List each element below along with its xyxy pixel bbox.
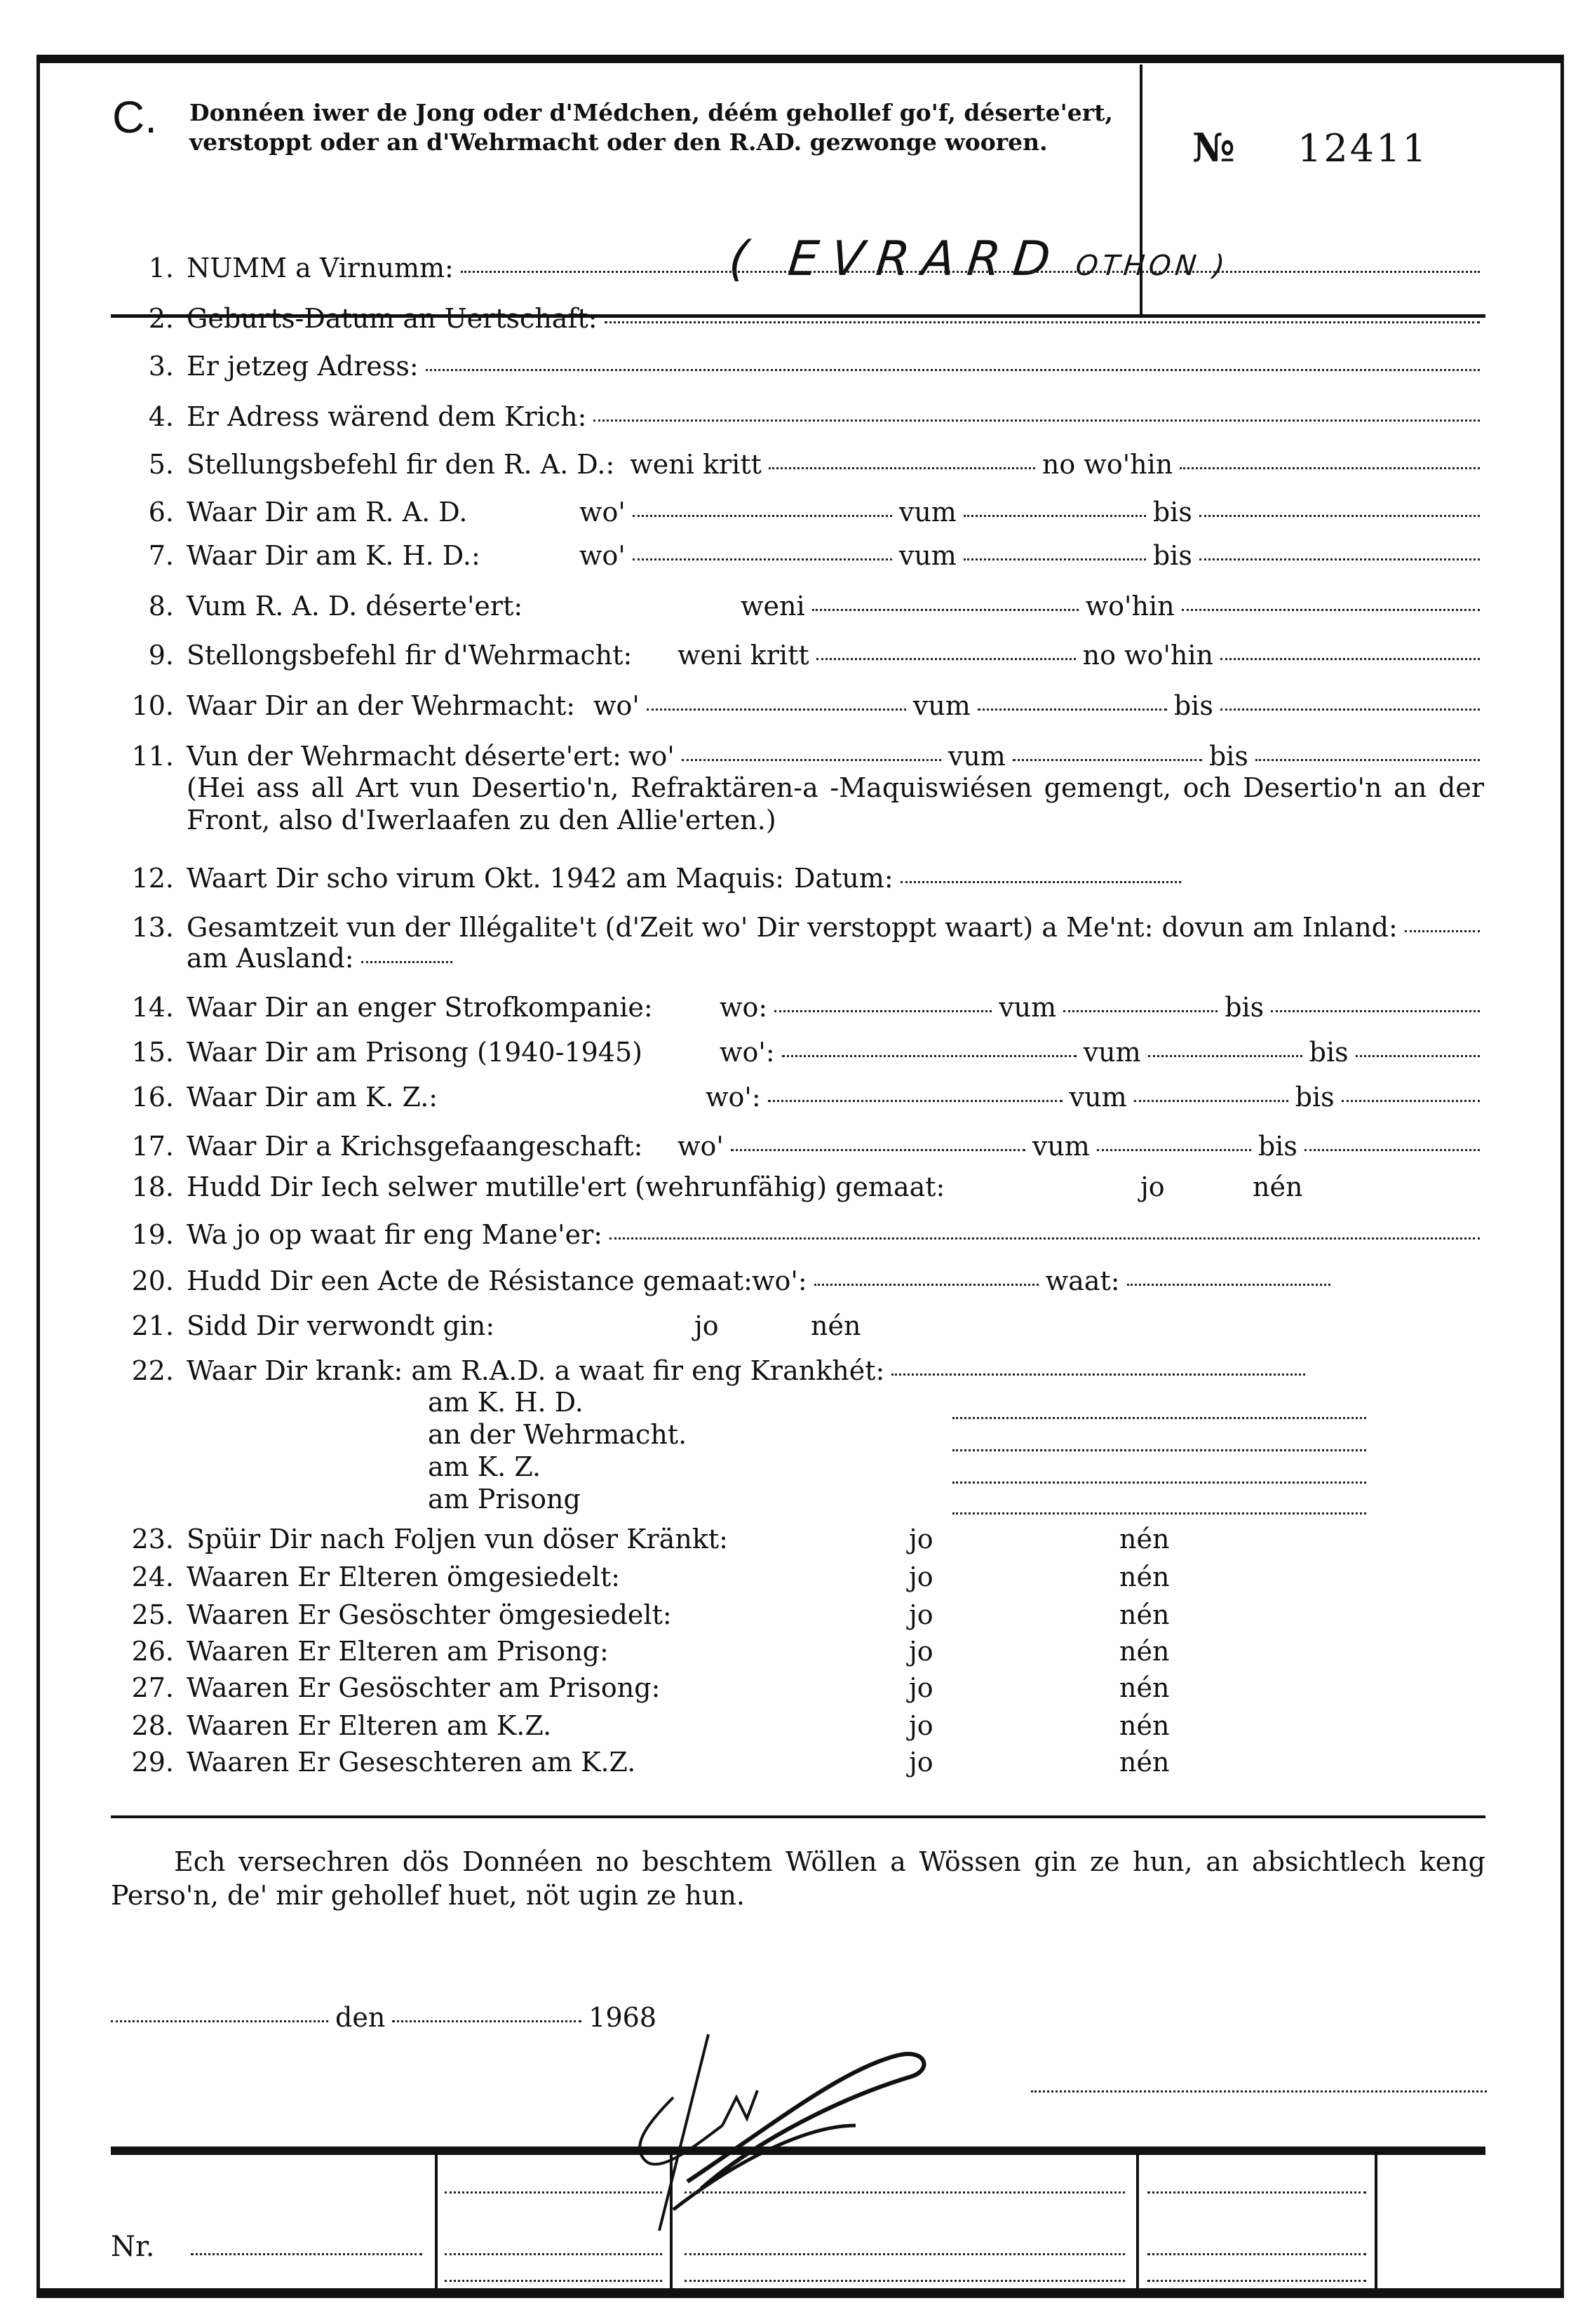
- place-field[interactable]: [782, 1055, 1077, 1057]
- no-option[interactable]: nén: [1119, 1599, 1170, 1630]
- day-field[interactable]: [392, 2020, 581, 2022]
- form-title: Donnéen iwer de Jong oder d'Médchen, déém gehollef go'f, déserte'ert, verstoppt oder an d'Wehrmacht oder den R.AD. gezwonge wooren.: [189, 99, 1113, 156]
- field-label: waat:: [1045, 1265, 1120, 1296]
- section-letter: C.: [112, 92, 157, 142]
- from-field[interactable]: [978, 708, 1167, 711]
- field-label: wo': [579, 497, 626, 528]
- desertion-note: (Hei ass all Art vun Desertio'n, Refraktären-a -Maquiswiésen gemengt, och Desertio'n an der Front, also d'Iwerlaafen zu den Allie'erten.): [187, 772, 1484, 835]
- question-label: Waar Dir am K. Z.:: [187, 1082, 438, 1113]
- table-divider: [1375, 2155, 1377, 2290]
- question-number: 19.: [131, 1219, 174, 1250]
- table-divider: [1136, 2155, 1139, 2290]
- question-number: 8.: [148, 591, 174, 622]
- question-number: 25.: [131, 1599, 174, 1630]
- question-label: Stellungsbefehl fir den R. A. D.:: [187, 449, 615, 480]
- date-field[interactable]: [769, 467, 1035, 469]
- question-label: Hudd Dir Iech selwer mutille'ert (wehrunfähig) gemaat:: [187, 1171, 945, 1202]
- name-field[interactable]: [461, 271, 1480, 273]
- table-divider: [435, 2155, 438, 2290]
- from-field[interactable]: [1097, 1149, 1251, 1151]
- question-row: [112, 640, 1487, 671]
- yes-option[interactable]: jo: [909, 1710, 933, 1741]
- table-cell-field[interactable]: [685, 2191, 1125, 2194]
- question-number: 17.: [131, 1131, 174, 1162]
- field-label: wo': [677, 1131, 724, 1162]
- field-label: wo': [628, 741, 675, 772]
- field-label: vum: [912, 690, 971, 721]
- from-field[interactable]: [1134, 1100, 1288, 1102]
- question-row: [112, 912, 1487, 943]
- table-cell-field[interactable]: [445, 2253, 662, 2255]
- question-row: [112, 690, 1487, 721]
- to-field[interactable]: [1199, 515, 1480, 517]
- question-row: [112, 863, 1487, 894]
- question-number: 3.: [148, 351, 174, 382]
- field-label: vum: [898, 540, 957, 571]
- question-label: Waart Dir scho virum Okt. 1942 am Maquis:: [187, 863, 785, 894]
- no-option[interactable]: nén: [811, 1310, 861, 1341]
- question-row: [112, 1037, 1487, 1068]
- no-option[interactable]: nén: [1253, 1171, 1303, 1202]
- question-label: Gesamtzeit vun der Illégalite't (d'Zeit wo' Dir verstoppt waart) a Me'nt: dovun am Inland:: [187, 912, 1398, 943]
- question-label: Vum R. A. D. déserte'ert:: [187, 591, 523, 622]
- illness-khd-field[interactable]: [952, 1417, 1366, 1419]
- table-top-rule: [111, 2147, 1485, 2155]
- nr-field[interactable]: [191, 2253, 422, 2255]
- field-label: no wo'hin: [1041, 449, 1173, 480]
- place-field[interactable]: [633, 558, 892, 560]
- field-label: vum: [948, 741, 1006, 772]
- no-option[interactable]: nén: [1119, 1561, 1170, 1592]
- field-label: wo'hin: [1085, 591, 1175, 622]
- bottom-border: [36, 2288, 1564, 2298]
- table-cell-field[interactable]: [1147, 2253, 1366, 2255]
- yes-option[interactable]: jo: [909, 1561, 933, 1592]
- from-field[interactable]: [1013, 759, 1202, 761]
- question-label: Waar Dir a Krichsgefaangeschaft:: [187, 1131, 643, 1162]
- date-line: [111, 2002, 656, 2033]
- question-row: [112, 253, 1487, 283]
- field-label: wo': [579, 540, 626, 571]
- to-field[interactable]: [1356, 1055, 1480, 1057]
- question-number: 29.: [131, 1747, 174, 1778]
- yes-option[interactable]: jo: [1140, 1171, 1165, 1202]
- question-number: 1.: [148, 253, 174, 283]
- illness-rad-field[interactable]: [891, 1373, 1305, 1376]
- place-field[interactable]: [768, 1100, 1063, 1102]
- illness-sub-list: [428, 1386, 687, 1515]
- no-option[interactable]: nén: [1119, 1710, 1170, 1741]
- question-row: [112, 351, 1487, 382]
- field-label: wo':: [706, 1082, 761, 1113]
- question-label: Waar Dir am R. A. D.: [187, 497, 468, 528]
- question-label: Er jetzeg Adress:: [187, 351, 419, 382]
- question-row: [112, 1131, 1487, 1162]
- field-label: bis: [1173, 690, 1213, 721]
- sub-label: an der Wehrmacht.: [428, 1419, 687, 1450]
- question-number: 12.: [131, 863, 174, 894]
- question-row: [112, 401, 1487, 432]
- from-field[interactable]: [964, 558, 1146, 560]
- field-label: weni kritt: [677, 640, 809, 671]
- field-label: vum: [1069, 1082, 1127, 1113]
- question-row: [112, 1310, 1487, 1341]
- question-row: [112, 1672, 1487, 1703]
- question-number: 7.: [148, 540, 174, 571]
- signature-mark: [631, 2020, 996, 2231]
- to-field[interactable]: [1220, 708, 1480, 711]
- question-row: [112, 591, 1487, 622]
- question-number: 15.: [131, 1037, 174, 1068]
- resistance-place-field[interactable]: [814, 1284, 1039, 1286]
- question-label: Waaren Er Gesöschter ömgesiedelt:: [187, 1599, 672, 1630]
- field-label: vum: [1032, 1131, 1090, 1162]
- destination-field[interactable]: [1180, 467, 1480, 469]
- field-label: Datum:: [794, 863, 894, 894]
- question-label: Waaren Er Geseschteren am K.Z.: [187, 1747, 636, 1778]
- question-label: Waaren Er Elteren am K.Z.: [187, 1710, 552, 1741]
- question-number: 21.: [131, 1310, 174, 1341]
- question-row: [112, 1599, 1487, 1630]
- field-label: bis: [1295, 1082, 1335, 1113]
- field-label: bis: [1152, 540, 1192, 571]
- question-number: 13.: [131, 912, 174, 943]
- yes-option[interactable]: jo: [909, 1672, 933, 1703]
- question-row: [112, 497, 1487, 528]
- table-cell-field[interactable]: [685, 2253, 1125, 2255]
- from-field[interactable]: [964, 515, 1146, 517]
- question-number: 16.: [131, 1082, 174, 1113]
- handwritten-surname: ( EVRARD: [726, 231, 1066, 287]
- question-row: [112, 1219, 1487, 1250]
- yes-option[interactable]: jo: [909, 1524, 933, 1554]
- field-label: bis: [1225, 992, 1265, 1023]
- field-label: wo':: [720, 1037, 775, 1068]
- question-number: 18.: [131, 1171, 174, 1202]
- question-row: [112, 303, 1487, 334]
- question-row: [112, 540, 1487, 571]
- birth-field[interactable]: [605, 321, 1480, 323]
- field-label: wo:: [720, 992, 768, 1023]
- illness-wehrmacht-field[interactable]: [952, 1449, 1366, 1451]
- question-label: Spüir Dir nach Foljen vun döser Kränkt:: [187, 1524, 728, 1554]
- question-number: 6.: [148, 497, 174, 528]
- question-label: NUMM a Virnumm:: [187, 253, 454, 283]
- field-label: wo':: [752, 1265, 807, 1296]
- yes-option[interactable]: jo: [694, 1310, 719, 1341]
- table-cell-field[interactable]: [1147, 2280, 1366, 2282]
- yes-option[interactable]: jo: [909, 1747, 933, 1778]
- place-field[interactable]: [647, 708, 906, 711]
- maquis-date-field[interactable]: [901, 881, 1181, 883]
- question-row: [112, 1171, 1487, 1202]
- question-label: Wa jo op waat fir eng Mane'er:: [187, 1219, 603, 1250]
- no-option[interactable]: nén: [1119, 1672, 1170, 1703]
- manner-field[interactable]: [609, 1237, 1480, 1240]
- no-option[interactable]: nén: [1119, 1524, 1170, 1554]
- abroad-field[interactable]: [361, 961, 452, 963]
- field-label: vum: [1083, 1037, 1141, 1068]
- question-row: [112, 1636, 1487, 1667]
- question-label: Waar Dir am K. H. D.:: [187, 540, 480, 571]
- field-label: no wo'hin: [1082, 640, 1213, 671]
- form-number: 12411: [1297, 126, 1429, 170]
- table-cell-field[interactable]: [1147, 2191, 1366, 2194]
- sub-label: am K. H. D.: [428, 1387, 584, 1418]
- sub-label: am K. Z.: [428, 1451, 541, 1482]
- question-label: Geburts-Datum an Uertschaft:: [187, 303, 598, 334]
- yes-option[interactable]: jo: [909, 1599, 933, 1630]
- field-label: vum: [999, 992, 1057, 1023]
- question-row: [112, 741, 1487, 772]
- question-label: Waar Dir krank: am R.A.D. a waat fir eng Krankhét:: [187, 1355, 885, 1386]
- wartime-address-field[interactable]: [593, 419, 1480, 422]
- question-number: 10.: [131, 690, 174, 721]
- to-field[interactable]: [1199, 558, 1480, 560]
- place-field[interactable]: [633, 515, 892, 517]
- question-row: [112, 1710, 1487, 1741]
- date-field[interactable]: [812, 609, 1079, 611]
- year-label: 1968: [588, 2002, 657, 2033]
- place-field[interactable]: [731, 1149, 1025, 1151]
- number-sign: №: [1192, 125, 1235, 171]
- question-number: 22.: [131, 1355, 174, 1386]
- question-label: Waaren Er Elteren ömgesiedelt:: [187, 1561, 621, 1592]
- sub-label: am Prisong: [428, 1484, 581, 1514]
- destination-field[interactable]: [1220, 658, 1480, 660]
- question-row: [112, 1524, 1487, 1554]
- to-field[interactable]: [1271, 1010, 1480, 1012]
- question-label: Waar Dir an enger Strofkompanie:: [187, 992, 653, 1023]
- question-number: 9.: [148, 640, 174, 671]
- question-row: [112, 1265, 1487, 1296]
- table-divider: [670, 2155, 673, 2290]
- section-rule: [111, 1815, 1485, 1818]
- abroad-field-group: [187, 943, 459, 974]
- question-row: [112, 1082, 1487, 1113]
- from-field[interactable]: [1063, 1010, 1218, 1012]
- destination-field[interactable]: [1182, 609, 1480, 611]
- question-number: 27.: [131, 1672, 174, 1703]
- question-label: Waaren Er Elteren am Prisong:: [187, 1636, 609, 1667]
- from-field[interactable]: [1148, 1055, 1302, 1057]
- table-cell-field[interactable]: [445, 2280, 662, 2282]
- question-row: [112, 1561, 1487, 1592]
- field-label: bis: [1258, 1131, 1297, 1162]
- question-label: Vun der Wehrmacht déserte'ert:: [187, 741, 621, 772]
- question-number: 5.: [148, 449, 174, 480]
- field-label: weni: [741, 591, 805, 622]
- field-label: bis: [1309, 1037, 1349, 1068]
- question-label: Sidd Dir verwondt gin:: [187, 1310, 495, 1341]
- field-label: weni kritt: [630, 449, 762, 480]
- field-label: bis: [1152, 497, 1192, 528]
- illness-kz-field[interactable]: [952, 1482, 1366, 1484]
- field-label: bis: [1208, 741, 1248, 772]
- yes-option[interactable]: jo: [909, 1636, 933, 1667]
- no-option[interactable]: nén: [1119, 1747, 1170, 1778]
- question-label: Waar Dir an der Wehrmacht:: [187, 690, 576, 721]
- place-field[interactable]: [111, 2020, 328, 2022]
- question-label: Hudd Dir een Acte de Résistance gemaat:: [187, 1265, 753, 1296]
- field-label: vum: [898, 497, 957, 528]
- question-number: 4.: [148, 401, 174, 432]
- place-field[interactable]: [682, 759, 941, 761]
- declaration-text: Ech versechren dös Donnéen no beschtem Wöllen a Wössen gin ze hun, an absichtlech keng Perso'n, de' mir gehollef huet, nöt ugin ze hun.: [111, 1846, 1485, 1911]
- question-number: 2.: [148, 303, 174, 334]
- field-label: am Ausland:: [187, 943, 354, 974]
- illness-prison-field[interactable]: [952, 1512, 1366, 1514]
- table-cell-field[interactable]: [685, 2280, 1125, 2282]
- question-label: Er Adress wärend dem Krich:: [187, 401, 587, 432]
- question-label: Waar Dir am Prisong (1940-1945): [187, 1037, 642, 1068]
- question-number: 26.: [131, 1636, 174, 1667]
- question-number: 14.: [131, 992, 174, 1023]
- table-cell-field[interactable]: [445, 2191, 662, 2194]
- question-row: [112, 1747, 1487, 1778]
- question-label: Stellongsbefehl fir d'Wehrmacht:: [187, 640, 633, 671]
- handwritten-given-name: OTHON ): [1074, 250, 1231, 282]
- date-field[interactable]: [816, 658, 1076, 660]
- to-field[interactable]: [1304, 1149, 1480, 1151]
- field-label: wo': [593, 690, 640, 721]
- question-label: Waaren Er Gesöschter am Prisong:: [187, 1672, 661, 1703]
- resistance-what-field[interactable]: [1127, 1284, 1330, 1286]
- inland-field[interactable]: [1405, 930, 1480, 932]
- place-field[interactable]: [774, 1010, 992, 1012]
- current-address-field[interactable]: [426, 369, 1480, 371]
- question-number: 11.: [131, 741, 174, 772]
- nr-label: Nr.: [111, 2231, 155, 2263]
- to-field[interactable]: [1255, 759, 1480, 761]
- to-field[interactable]: [1342, 1100, 1480, 1102]
- question-number: 28.: [131, 1710, 174, 1741]
- question-row: [112, 992, 1487, 1023]
- question-number: 23.: [131, 1524, 174, 1554]
- question-number: 20.: [131, 1265, 174, 1296]
- signature-field[interactable]: [1031, 2090, 1487, 2093]
- question-row: [112, 1355, 1487, 1386]
- question-number: 24.: [131, 1561, 174, 1592]
- den-label: den: [335, 2002, 386, 2033]
- no-option[interactable]: nén: [1119, 1636, 1170, 1667]
- question-row: [112, 449, 1487, 480]
